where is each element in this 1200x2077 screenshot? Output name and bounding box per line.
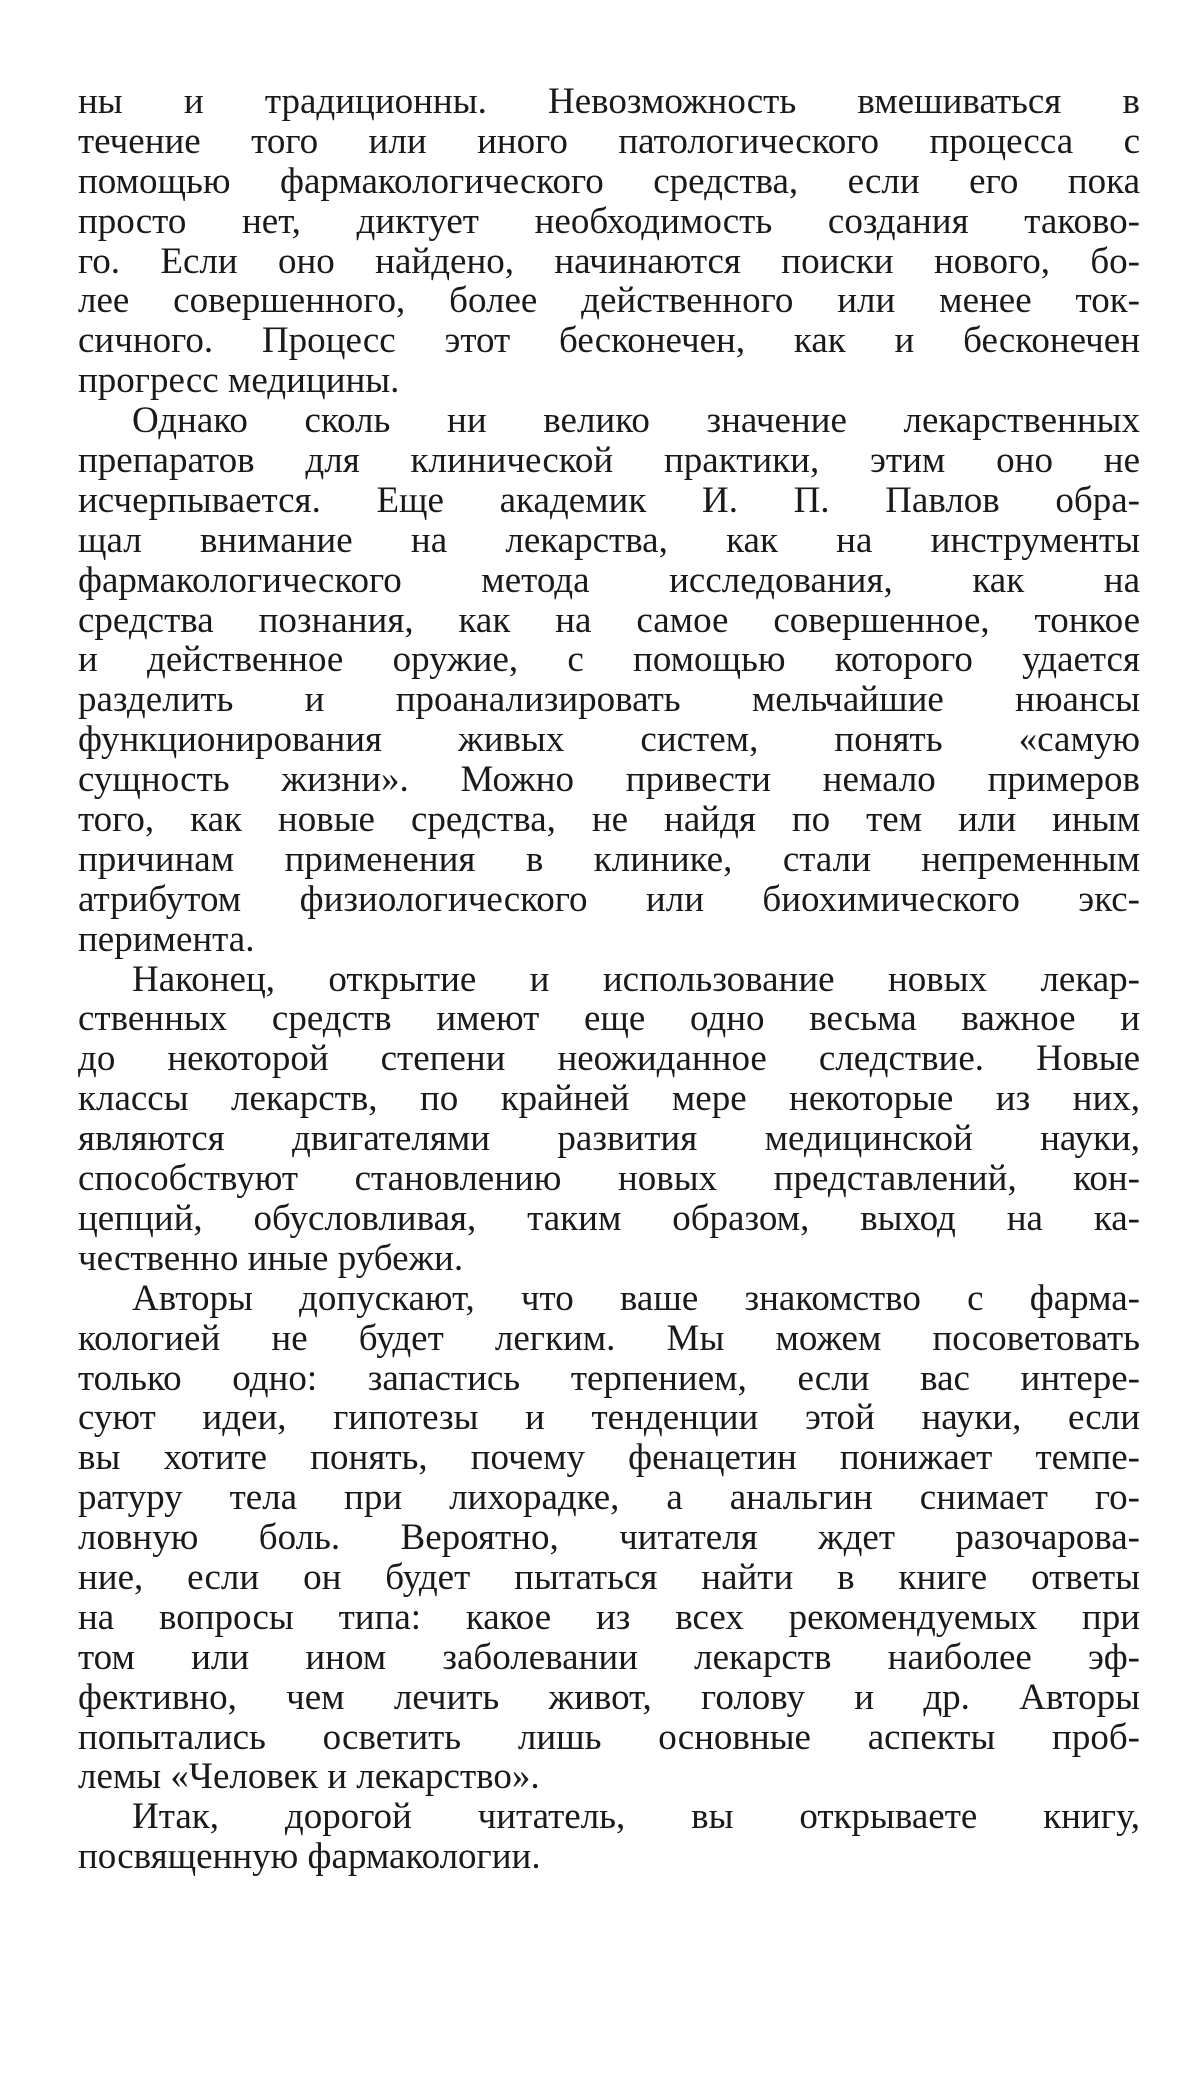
text-line: средства познания, как на самое совершенное, тонкое: [78, 599, 1140, 641]
text-line: прогресс медицины.: [78, 360, 400, 402]
text-line: атрибутом физиологического или биохимического экс-: [78, 878, 1140, 920]
text-line: го. Если оно найдено, начинаются поиски нового, бо-: [78, 240, 1140, 282]
text-line: суют идеи, гипотезы и тенденции этой науки, если: [78, 1397, 1140, 1439]
text-line: Авторы допускают, что ваше знакомство с фарма-: [132, 1277, 1140, 1319]
text-line: вы хотите понять, почему фенацетин понижает темпе-: [78, 1437, 1140, 1479]
text-line: на вопросы типа: какое из всех рекомендуемых при: [78, 1596, 1140, 1638]
text-line: ственных средств имеют еще одно весьма важное и: [78, 998, 1140, 1040]
text-line: цепций, обусловливая, таким образом, выход на ка-: [78, 1197, 1140, 1239]
text-line: лее совершенного, более действенного или менее ток-: [78, 280, 1140, 322]
text-line: классы лекарств, по крайней мере некоторые из них,: [78, 1078, 1140, 1120]
text-line: Наконец, открытие и использование новых лекар-: [132, 958, 1140, 1000]
text-line: ние, если он будет пытаться найти в книге ответы: [78, 1556, 1140, 1598]
text-line: кологией не будет легким. Мы можем посоветовать: [78, 1317, 1140, 1359]
text-line: разделить и проанализировать мельчайшие нюансы: [78, 679, 1140, 721]
text-line: лемы «Человек и лекарство».: [78, 1756, 540, 1798]
text-line: чественно иные рубежи.: [78, 1237, 464, 1279]
text-line: сущность жизни». Можно привести немало примеров: [78, 759, 1140, 801]
text-line: том или ином заболевании лекарств наиболее эф-: [78, 1636, 1140, 1678]
text-line: Итак, дорогой читатель, вы открываете книгу,: [132, 1796, 1140, 1838]
text-line: того, как новые средства, не найдя по тем или иным: [78, 799, 1140, 841]
text-line: фармакологического метода исследования, как на: [78, 559, 1140, 601]
text-line: ны и традиционны. Невозможность вмешиваться в: [78, 81, 1140, 122]
text-line: фективно, чем лечить живот, голову и др. Авторы: [78, 1676, 1140, 1718]
book-page: [78, 82, 1140, 1877]
text-line: ратуру тела при лихорадке, а анальгин снимает го-: [78, 1477, 1140, 1519]
paragraph-5: [78, 1797, 1140, 1877]
text-line: Однако сколь ни велико значение лекарственных: [132, 400, 1140, 442]
text-line: помощью фармакологического средства, если его пока: [78, 160, 1140, 202]
text-line: способствуют становлению новых представлений, кон-: [78, 1158, 1140, 1200]
text-line: сичного. Процесс этот бесконечен, как и бесконечен: [78, 320, 1140, 362]
text-line: только одно: запастись терпением, если вас интере-: [78, 1357, 1140, 1399]
text-line: посвященную фармакологии.: [78, 1836, 541, 1878]
text-line: являются двигателями развития медицинской науки,: [78, 1118, 1140, 1160]
text-line: щал внимание на лекарства, как на инструменты: [78, 519, 1140, 561]
text-line: до некоторой степени неожиданное следствие. Новые: [78, 1038, 1140, 1080]
text-line: течение того или иного патологического процесса с: [78, 120, 1140, 162]
text-line: попытались осветить лишь основные аспекты проб-: [78, 1716, 1140, 1758]
text-line: ловную боль. Вероятно, читателя ждет разочарова-: [78, 1517, 1140, 1559]
text-line: причинам применения в клинике, стали непременным: [78, 838, 1140, 880]
paragraph-1: [78, 82, 1140, 401]
text-line: препаратов для клинической практики, этим оно не: [78, 440, 1140, 482]
text-line: и действенное оружие, с помощью которого удается: [78, 639, 1140, 681]
paragraph-2: [78, 401, 1140, 959]
paragraph-4: [78, 1279, 1140, 1798]
text-line: перимента.: [78, 918, 255, 960]
text-line: просто нет, диктует необходимость создания таково-: [78, 200, 1140, 242]
text-line: функционирования живых систем, понять «самую: [78, 719, 1140, 761]
paragraph-3: [78, 960, 1140, 1279]
text-line: исчерпывается. Еще академик И. П. Павлов обра-: [78, 479, 1140, 521]
